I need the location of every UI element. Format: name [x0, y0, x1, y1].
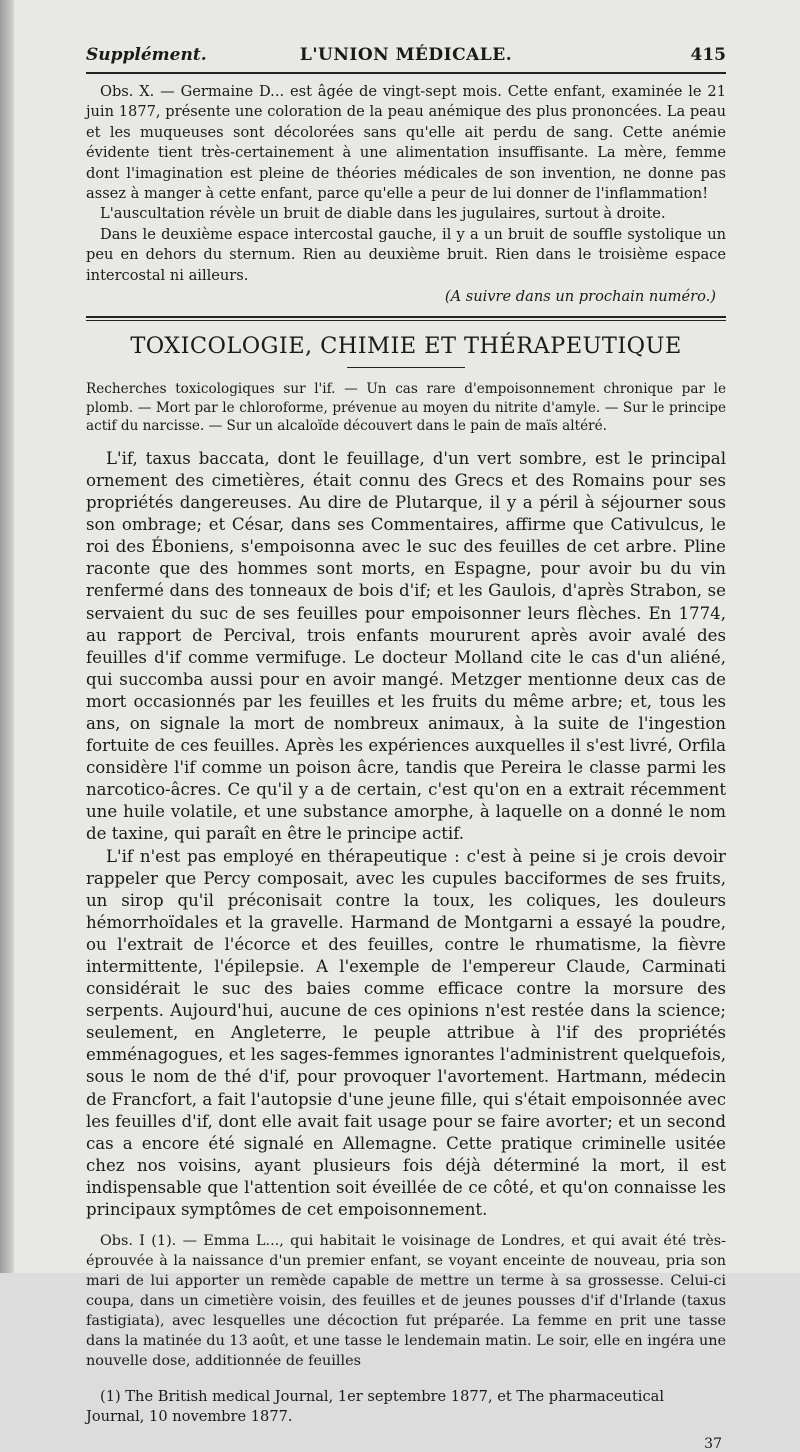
journal-title: L'UNION MÉDICALE.	[299, 45, 513, 65]
footnote: (1) The British medical Journal, 1er septembre 1877, et The pharmaceutical Journal, 10 novembre 1877.	[86, 1388, 665, 1425]
signature-mark: 37	[704, 1436, 722, 1452]
page-spine-shadow	[0, 0, 14, 1273]
body-paragraph-2: L'if n'est pas employé en thérapeutique : c'est à peine si je crois devoir rappeler que Percy composait, avec les cupules bacciformes de ses fruits, un sirop qu'il préconisait contre la toux, les coliques, les douleurs hémorrhoïdales et la gravelle. Harmand de Montgarni a essayé la poudre, ou l'extrait de l'écorce et des feuilles, contre le rhumatisme, la fièvre intermittente, l'épilepsie. A l'exemple de l'empereur Claude, Carminati considérait le suc des baies comme efficace contre la morsure des serpents. Aujourd'hui, aucune de ces opinions n'est restée dans la science; seulement, en Angleterre, le peuple attribue à l'if des propriétés emménagogues, et les sages-femmes ignorantes l'administrent quelquefois, sous le nom de thé d'if, pour provoquer l'avortement. Hartmann, médecin de Francfort, a fait l'autopsie d'une jeune fille, qui s'était empoisonnée avec les feuilles d'if, dont elle avait fait usage pour se faire avorter; et un second cas a encore été signalé en Allemagne. Cette pratique criminelle usitée chez nos voisins, ayant plusieurs fois déjà déterminé la mort, il est indispensable que l'attention soit éveillée de ce côté, et qu'on connaisse les principaux symptômes de cet empoisonnement.	[86, 846, 726, 1220]
article-body	[86, 448, 726, 1221]
body-paragraph-1: L'if, taxus baccata, dont le feuillage, d'un vert sombre, est le principal ornement des cimetières, était connu des Grecs et des Romains pour ses propriétés dangereuses. Au dire de Plutarque, il y a péril à séjourner sous son ombrage; et César, dans ses Commentaires, affirme que Cativulcus, le roi des Éboniens, s'empoisonna avec le suc des feuilles de cet arbre. Pline raconte que des hommes sont morts, en Espagne, pour avoir bu du vin renfermé dans des tonneaux de bois d'if; et les Gaulois, d'après Strabon, se servaient du suc de ses feuilles pour empoisonner leurs flèches. En 1774, au rapport de Percival, trois enfants moururent après avoir avalé des feuilles d'if comme vermifuge. Le docteur Molland cite le cas d'un aliéné, qui succomba aussi pour en avoir mangé. Metzger mentionne deux cas de mort occasionnés par les feuilles et les fruits du même arbre; et, tous les ans, on signale la mort de nombreux animaux, à la suite de l'ingestion fortuite de ces feuilles. Après les expériences auxquelles il s'est livré, Orfila considère l'if comme un poison âcre, tandis que Pereira le classe parmi les narcotico-âcres. Ce qu'il y a de certain, c'est qu'on en a extrait récemment une huile volatile, et une substance amorphe, à laquelle on a donné le nom de taxine, qui paraît en être le principe actif.	[86, 448, 726, 844]
section-divider	[86, 316, 726, 321]
observation-1	[86, 1231, 726, 1371]
obs-x-paragraph-3: Dans le deuxième espace intercostal gauche, il y a un bruit de souffle systolique un peu en dehors du sternum. Rien au deuxième bruit. Rien dans le troisième espace intercostal ni ailleurs.	[86, 225, 726, 284]
header-section-label: Supplément.	[86, 45, 207, 65]
section-title: TOXICOLOGIE, CHIMIE ET THÉRAPEUTIQUE	[130, 333, 682, 360]
title-underline	[347, 367, 465, 368]
obs-x-paragraph-1: Obs. X. — Germaine D... est âgée de vingt-sept mois. Cette enfant, examinée le 21 juin 1877, présente une coloration de la peau anémique des plus prononcées. La peau et les muqueuses sont décolorées sans qu'elle ait perdu de sang. Cette anémie évidente tient très-certainement à une alimentation insuffisante. La mère, femme dont l'imagination est pleine de théories médicales de son invention, ne donne pas assez à manger à cette enfant, parce qu'elle a peur de lui donner de l'inflammation!	[86, 83, 726, 203]
page-number: 415	[690, 45, 726, 65]
to-be-continued-note: (A suivre dans un prochain numéro.)	[444, 288, 716, 306]
running-header	[86, 44, 726, 74]
observation-x	[86, 82, 726, 286]
obs-1-paragraph: Obs. I (1). — Emma L..., qui habitait le voisinage de Londres, et qui avait été très-éprouvée à la naissance d'un premier enfant, se voyant enceinte de nouveau, pria son mari de lui apporter un remède capable de mettre un terme à sa grossesse. Celui-ci coupa, dans un cimetière voisin, des feuilles et de jeunes pousses d'if d'Irlande (taxus fastigiata), avec lesquelles une décoction fut préparée. La femme en prit une tasse dans la matinée du 13 août, et une tasse le lendemain matin. Le soir, elle en ingéra une nouvelle dose, additionnée de feuilles	[86, 1233, 726, 1370]
obs-x-paragraph-2: L'auscultation révèle un bruit de diable dans les jugulaires, surtout à droite.	[100, 205, 666, 223]
section-summary: Recherches toxicologiques sur l'if. — Un cas rare d'empoisonnement chronique par le plomb. — Mort par le chloroforme, prévenue au moyen du nitrite d'amyle. — Sur le principe actif du narcisse. — Sur un alcaloïde découvert dans le pain de maïs altéré.	[86, 381, 726, 435]
